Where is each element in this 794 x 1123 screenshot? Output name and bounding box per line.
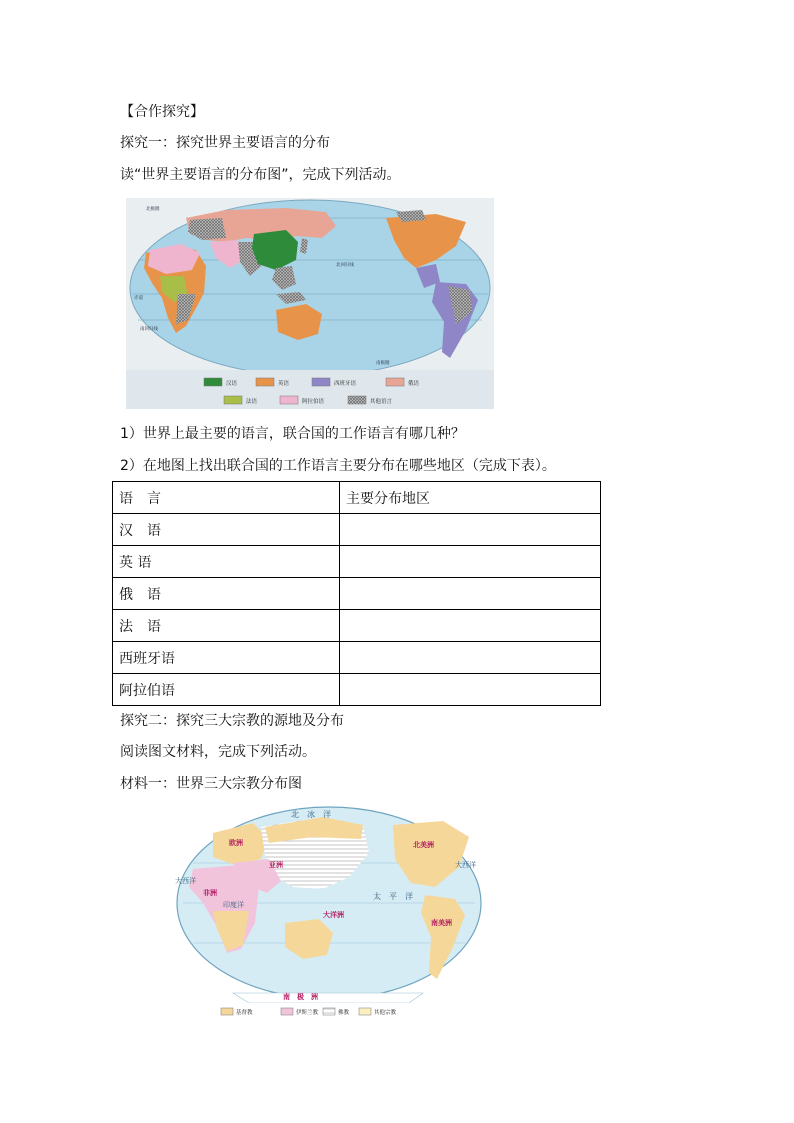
map-label-africa: 非洲 bbox=[203, 889, 217, 897]
legend-swatch bbox=[312, 378, 330, 386]
legend-swatch bbox=[281, 1008, 293, 1015]
legend-label: 俄语 bbox=[408, 381, 420, 387]
map-label-tropic-capricorn: 南回归线 bbox=[140, 327, 158, 332]
table-cell-region[interactable] bbox=[340, 610, 601, 642]
question-1: 1）世界上最主要的语言，联合国的工作语言有哪几种？ bbox=[120, 426, 465, 442]
map-label-tropic-cancer: 北回归线 bbox=[336, 263, 354, 268]
table-row bbox=[113, 514, 601, 546]
table-row bbox=[113, 546, 601, 578]
legend-label: 基督教 bbox=[236, 1010, 253, 1016]
table-cell-language: 法 语 bbox=[113, 610, 340, 642]
language-distribution-map bbox=[126, 198, 494, 409]
table-row bbox=[113, 610, 601, 642]
table-cell-language: 英 语 bbox=[113, 546, 340, 578]
map-label-atlantic-east: 大西洋 bbox=[455, 861, 476, 869]
table-cell-language: 西班牙语 bbox=[113, 642, 340, 674]
antarctica-landmass bbox=[233, 993, 423, 1003]
table-cell-region[interactable] bbox=[340, 578, 601, 610]
language-table bbox=[112, 481, 601, 706]
inquiry1-instruction: 读“世界主要语言的分布图”，完成下列活动。 bbox=[120, 167, 401, 183]
material-1-label: 材料一：世界三大宗教分布图 bbox=[120, 776, 302, 792]
map-label-antarctica: 南 极 洲 bbox=[283, 993, 318, 1001]
legend-swatch bbox=[256, 378, 274, 386]
map-label-pacific-ocean: 太 平 洋 bbox=[373, 892, 413, 901]
table-cell-region[interactable] bbox=[340, 514, 601, 546]
legend-label: 其他宗教 bbox=[374, 1010, 397, 1016]
legend-swatch bbox=[224, 396, 242, 404]
map-label-north-america: 北美洲 bbox=[413, 841, 434, 849]
table-cell-language: 阿拉伯语 bbox=[113, 674, 340, 706]
legend-swatch bbox=[323, 1008, 335, 1015]
inquiry2-title: 探究二：探究三大宗教的源地及分布 bbox=[120, 713, 344, 729]
legend-label: 阿拉伯语 bbox=[302, 399, 325, 405]
map-label-equator: 赤道 bbox=[134, 296, 143, 301]
table-header-region: 主要分布地区 bbox=[340, 482, 601, 514]
map-label-europe: 欧洲 bbox=[229, 839, 243, 847]
table-cell-region[interactable] bbox=[340, 642, 601, 674]
map-label-asia: 亚洲 bbox=[269, 861, 283, 869]
table-row bbox=[113, 674, 601, 706]
legend-swatch bbox=[386, 378, 404, 386]
map-label-south-america: 南美洲 bbox=[431, 919, 452, 927]
map-label-atlantic-west: 大西洋 bbox=[175, 877, 196, 885]
map-label-oceania: 大洋洲 bbox=[323, 911, 344, 919]
table-row bbox=[113, 642, 601, 674]
map-label-arctic-circle: 北极圈 bbox=[146, 207, 160, 212]
legend-label: 西班牙语 bbox=[334, 381, 357, 387]
legend-swatch bbox=[359, 1008, 371, 1015]
table-row bbox=[113, 578, 601, 610]
question-2: 2）在地图上找出联合国的工作语言主要分布在哪些地区（完成下表）。 bbox=[120, 458, 556, 474]
legend-label: 法语 bbox=[246, 399, 258, 405]
map-label-arctic-ocean: 北 冰 洋 bbox=[291, 810, 331, 819]
table-cell-region[interactable] bbox=[340, 546, 601, 578]
table-header-language: 语 言 bbox=[113, 482, 340, 514]
table-cell-language: 俄 语 bbox=[113, 578, 340, 610]
section-title: 【合作探究】 bbox=[120, 104, 204, 120]
map-label-antarctic-circle: 南极圈 bbox=[376, 361, 390, 366]
legend-label: 汉语 bbox=[226, 381, 238, 387]
legend-label: 伊斯兰教 bbox=[296, 1010, 319, 1016]
legend-swatch bbox=[221, 1008, 233, 1015]
legend-swatch bbox=[204, 378, 222, 386]
legend-label: 英语 bbox=[278, 381, 290, 387]
legend-swatch bbox=[280, 396, 298, 404]
inquiry2-instruction: 阅读图文材料，完成下列活动。 bbox=[120, 744, 316, 760]
inquiry1-title: 探究一：探究世界主要语言的分布 bbox=[120, 135, 330, 151]
table-cell-language: 汉 语 bbox=[113, 514, 340, 546]
table-cell-region[interactable] bbox=[340, 674, 601, 706]
map-label-indian-ocean: 印度洋 bbox=[223, 901, 244, 909]
legend-label: 其他语言 bbox=[370, 399, 393, 405]
table-header-row bbox=[113, 482, 601, 514]
legend-swatch bbox=[348, 396, 366, 404]
legend-label: 佛教 bbox=[338, 1010, 350, 1016]
religion-distribution-map bbox=[173, 803, 485, 1019]
